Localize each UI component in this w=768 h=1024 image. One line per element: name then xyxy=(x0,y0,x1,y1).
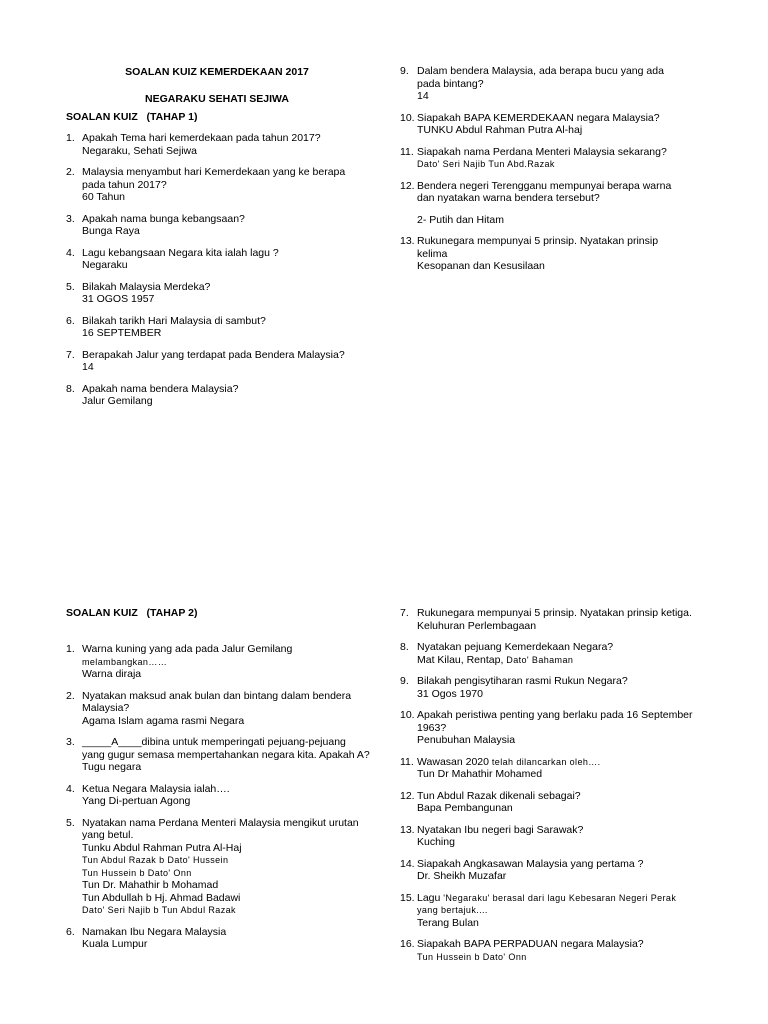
item-number: 2. xyxy=(66,166,75,178)
quiz-item xyxy=(66,132,371,157)
answer-text: 60 Tahun xyxy=(82,191,126,203)
answer-text: TUNKU Abdul Rahman Putra Al-haj xyxy=(417,124,583,136)
quiz-item xyxy=(66,643,371,681)
question-text: Nyatakan Ibu negeri bagi Sarawak? xyxy=(417,823,584,836)
item-number: 7. xyxy=(400,607,409,619)
tahap2-left-column xyxy=(66,643,371,951)
item-number: 8. xyxy=(400,641,409,653)
quiz-item xyxy=(400,180,690,227)
answer-text: 2- Putih dan Hitam xyxy=(417,213,504,226)
quiz-item xyxy=(400,892,700,930)
question-text: Wawasan 2020 xyxy=(417,755,492,768)
question-text: Siapakah nama Perdana Menteri Malaysia sekarang? xyxy=(417,145,667,158)
answer-text: 31 OGOS 1957 xyxy=(82,293,155,305)
item-number: 6. xyxy=(66,314,75,327)
question-text: Apakah nama bunga kebangsaan? xyxy=(82,212,245,225)
question-text: Siapakah BAPA KEMERDEKAAN negara Malaysia? xyxy=(417,111,660,124)
question-text: Bendera negeri Terengganu mempunyai berapa warna dan nyatakan warna bendera tersebut? xyxy=(417,179,672,204)
answer-text: Bunga Raya xyxy=(82,225,140,237)
item-number: 3. xyxy=(66,212,75,225)
answer-text: Keluhuran Perlembagaan xyxy=(417,619,537,632)
answer-text: Tun Hussein b Dato' Onn xyxy=(417,951,527,962)
answer-text: Tun Hussein b Dato' Onn xyxy=(82,867,192,878)
page-title: SOALAN KUIZ KEMERDEKAAN 2017 xyxy=(125,66,309,78)
tahap1-right-column xyxy=(400,65,690,273)
answer-text: Negaraku, Sehati Sejiwa xyxy=(82,144,197,157)
item-number: 12. xyxy=(400,789,415,802)
answer-text: Penubuhan Malaysia xyxy=(417,734,516,746)
quiz-item xyxy=(66,926,371,951)
item-number: 16. xyxy=(400,938,415,950)
question-text-continued: melambangkan…… xyxy=(82,656,168,667)
quiz-item xyxy=(66,783,371,808)
question-text: Dalam bendera Malaysia, ada berapa bucu yang ada pada bintang? xyxy=(417,65,664,90)
item-number: 6. xyxy=(66,925,75,938)
item-number: 8. xyxy=(66,382,75,395)
quiz-item xyxy=(66,315,371,340)
page-subtitle: NEGARAKU SEHATI SEJIWA xyxy=(145,93,289,105)
question-text: Apakah Tema hari kemerdekaan pada tahun 2017? xyxy=(82,132,321,144)
quiz-item xyxy=(66,247,371,272)
question-text: Apakah peristiwa penting yang berlaku pada 16 September 1963? xyxy=(417,709,693,734)
answer-text: 31 Ogos 1970 xyxy=(417,687,483,700)
item-number: 1. xyxy=(66,643,75,655)
question-text: Warna kuning yang ada pada Jalur Gemilang xyxy=(82,643,293,655)
quiz-item xyxy=(400,65,690,103)
question-text: Nyatakan nama Perdana Menteri Malaysia mengikut urutan yang betul. xyxy=(82,816,359,841)
answer-text: Agama Islam agama rasmi Negara xyxy=(82,714,245,727)
tahap2-right-column xyxy=(400,607,700,963)
answer-text: Tun Dr. Mahathir b Mohamad xyxy=(82,879,219,891)
question-text: Namakan Ibu Negara Malaysia xyxy=(82,925,227,938)
answer-text: 14 xyxy=(82,361,94,373)
answer-text: 14 xyxy=(417,90,429,102)
item-number: 2. xyxy=(66,689,75,702)
item-number: 5. xyxy=(66,280,75,293)
quiz-item xyxy=(400,235,690,273)
question-text: Rukunegara mempunyai 5 prinsip. Nyatakan prinsip kelima xyxy=(417,235,659,260)
quiz-item xyxy=(66,213,371,238)
quiz-item xyxy=(400,824,700,849)
item-number: 11. xyxy=(400,755,414,768)
question-text: _____A____dibina untuk memperingati pejuang-pejuang yang gugur semasa mempertahankan negara kita. Apakah A? xyxy=(82,736,370,761)
quiz-item xyxy=(400,675,700,700)
question-text-continued: 'Negaraku' berasal dari lagu Kebesaran Negeri Perak xyxy=(443,892,677,903)
answer-text: Kuching xyxy=(417,836,455,848)
answer-text: Tun Abdul Razak b Dato' Hussein xyxy=(82,855,229,865)
quiz-item xyxy=(400,641,700,666)
quiz-item xyxy=(400,756,700,781)
answer-text: Warna diraja xyxy=(82,668,142,680)
item-number: 15. xyxy=(400,891,415,904)
item-number: 10. xyxy=(400,111,415,124)
answer-text: Dato' Seri Najib b Tun Abdul Razak xyxy=(82,905,236,915)
item-number: 4. xyxy=(66,782,75,795)
question-text: Bilakah Malaysia Merdeka? xyxy=(82,280,211,293)
answer-text: Tun Dr Mahathir Mohamed xyxy=(417,768,543,780)
question-text: Nyatakan maksud anak bulan dan bintang dalam bendera Malaysia? xyxy=(82,689,352,714)
answer-text: Tunku Abdul Rahman Putra Al-Haj xyxy=(82,841,242,854)
question-text: Bilakah tarikh Hari Malaysia di sambut? xyxy=(82,314,266,327)
answer-text: Yang Di-pertuan Agong xyxy=(82,795,191,807)
question-text: Ketua Negara Malaysia ialah…. xyxy=(82,782,230,795)
quiz-item xyxy=(400,709,700,747)
answer-text: Tugu negara xyxy=(82,761,142,773)
item-number: 7. xyxy=(66,348,75,361)
quiz-item xyxy=(66,281,371,306)
answer-text: Dato' Seri Najib Tun Abd.Razak xyxy=(417,159,555,169)
section-heading-tahap1: SOALAN KUIZ (TAHAP 1) xyxy=(66,111,198,123)
quiz-item xyxy=(66,349,371,374)
item-number: 12. xyxy=(400,179,415,192)
question-text: Siapakah BAPA PERPADUAN negara Malaysia? xyxy=(417,938,644,950)
question-text: Lagu xyxy=(417,891,444,904)
item-number: 13. xyxy=(400,235,415,247)
quiz-item xyxy=(400,938,700,963)
item-number: 5. xyxy=(66,816,75,829)
item-number: 3. xyxy=(66,736,75,748)
item-number: 9. xyxy=(400,675,409,687)
answer-text: Kesopanan dan Kesusilaan xyxy=(417,260,545,272)
answer-text: Bapa Pembangunan xyxy=(417,802,513,814)
answer-text: Dr. Sheikh Muzafar xyxy=(417,870,507,882)
item-number: 1. xyxy=(66,132,75,144)
section-heading-tahap2: SOALAN KUIZ (TAHAP 2) xyxy=(66,607,198,619)
quiz-item xyxy=(66,166,371,204)
answer-text: 16 SEPTEMBER xyxy=(82,327,162,339)
question-text-continued: telah dilancarkan oleh…. xyxy=(491,756,601,767)
quiz-item xyxy=(66,383,371,408)
question-text: Siapakah Angkasawan Malaysia yang pertama ? xyxy=(417,857,644,870)
quiz-item xyxy=(400,146,690,171)
question-text: Bilakah pengisytiharan rasmi Rukun Negara? xyxy=(417,675,628,687)
quiz-item xyxy=(400,112,690,137)
question-text: Berapakah Jalur yang terdapat pada Bendera Malaysia? xyxy=(82,348,345,361)
answer-text: Negaraku xyxy=(82,259,128,271)
quiz-item xyxy=(66,736,371,774)
question-text: Nyatakan pejuang Kemerdekaan Negara? xyxy=(417,641,614,653)
question-text: Malaysia menyambut hari Kemerdekaan yang ke berapa pada tahun 2017? xyxy=(82,166,346,191)
answer-text: Tun Abdullah b Hj. Ahmad Badawi xyxy=(82,891,241,904)
question-text: Lagu kebangsaan Negara kita ialah lagu ? xyxy=(82,246,279,259)
quiz-item xyxy=(66,817,371,917)
quiz-item xyxy=(400,790,700,815)
answer-text: Jalur Gemilang xyxy=(82,395,153,407)
quiz-item xyxy=(400,858,700,883)
tahap1-left-column xyxy=(66,132,371,408)
item-number: 9. xyxy=(400,65,409,77)
item-number: 11. xyxy=(400,145,414,158)
answer-text: Kuala Lumpur xyxy=(82,938,148,950)
quiz-item xyxy=(400,607,700,632)
item-number: 4. xyxy=(66,246,75,259)
item-number: 13. xyxy=(400,823,415,836)
answer-text: Terang Bulan xyxy=(417,916,479,929)
answer-text: Dato' Bahaman xyxy=(506,654,574,665)
item-number: 10. xyxy=(400,709,415,721)
question-text: Tun Abdul Razak dikenali sebagai? xyxy=(417,789,581,802)
quiz-item xyxy=(66,690,371,728)
question-text: Rukunegara mempunyai 5 prinsip. Nyatakan prinsip ketiga. xyxy=(417,607,692,619)
question-text-continued: yang bertajuk.... xyxy=(417,905,488,915)
answer-text: Mat Kilau, Rentap, xyxy=(417,653,507,666)
question-text: Apakah nama bendera Malaysia? xyxy=(82,382,239,395)
item-number: 14. xyxy=(400,857,415,870)
